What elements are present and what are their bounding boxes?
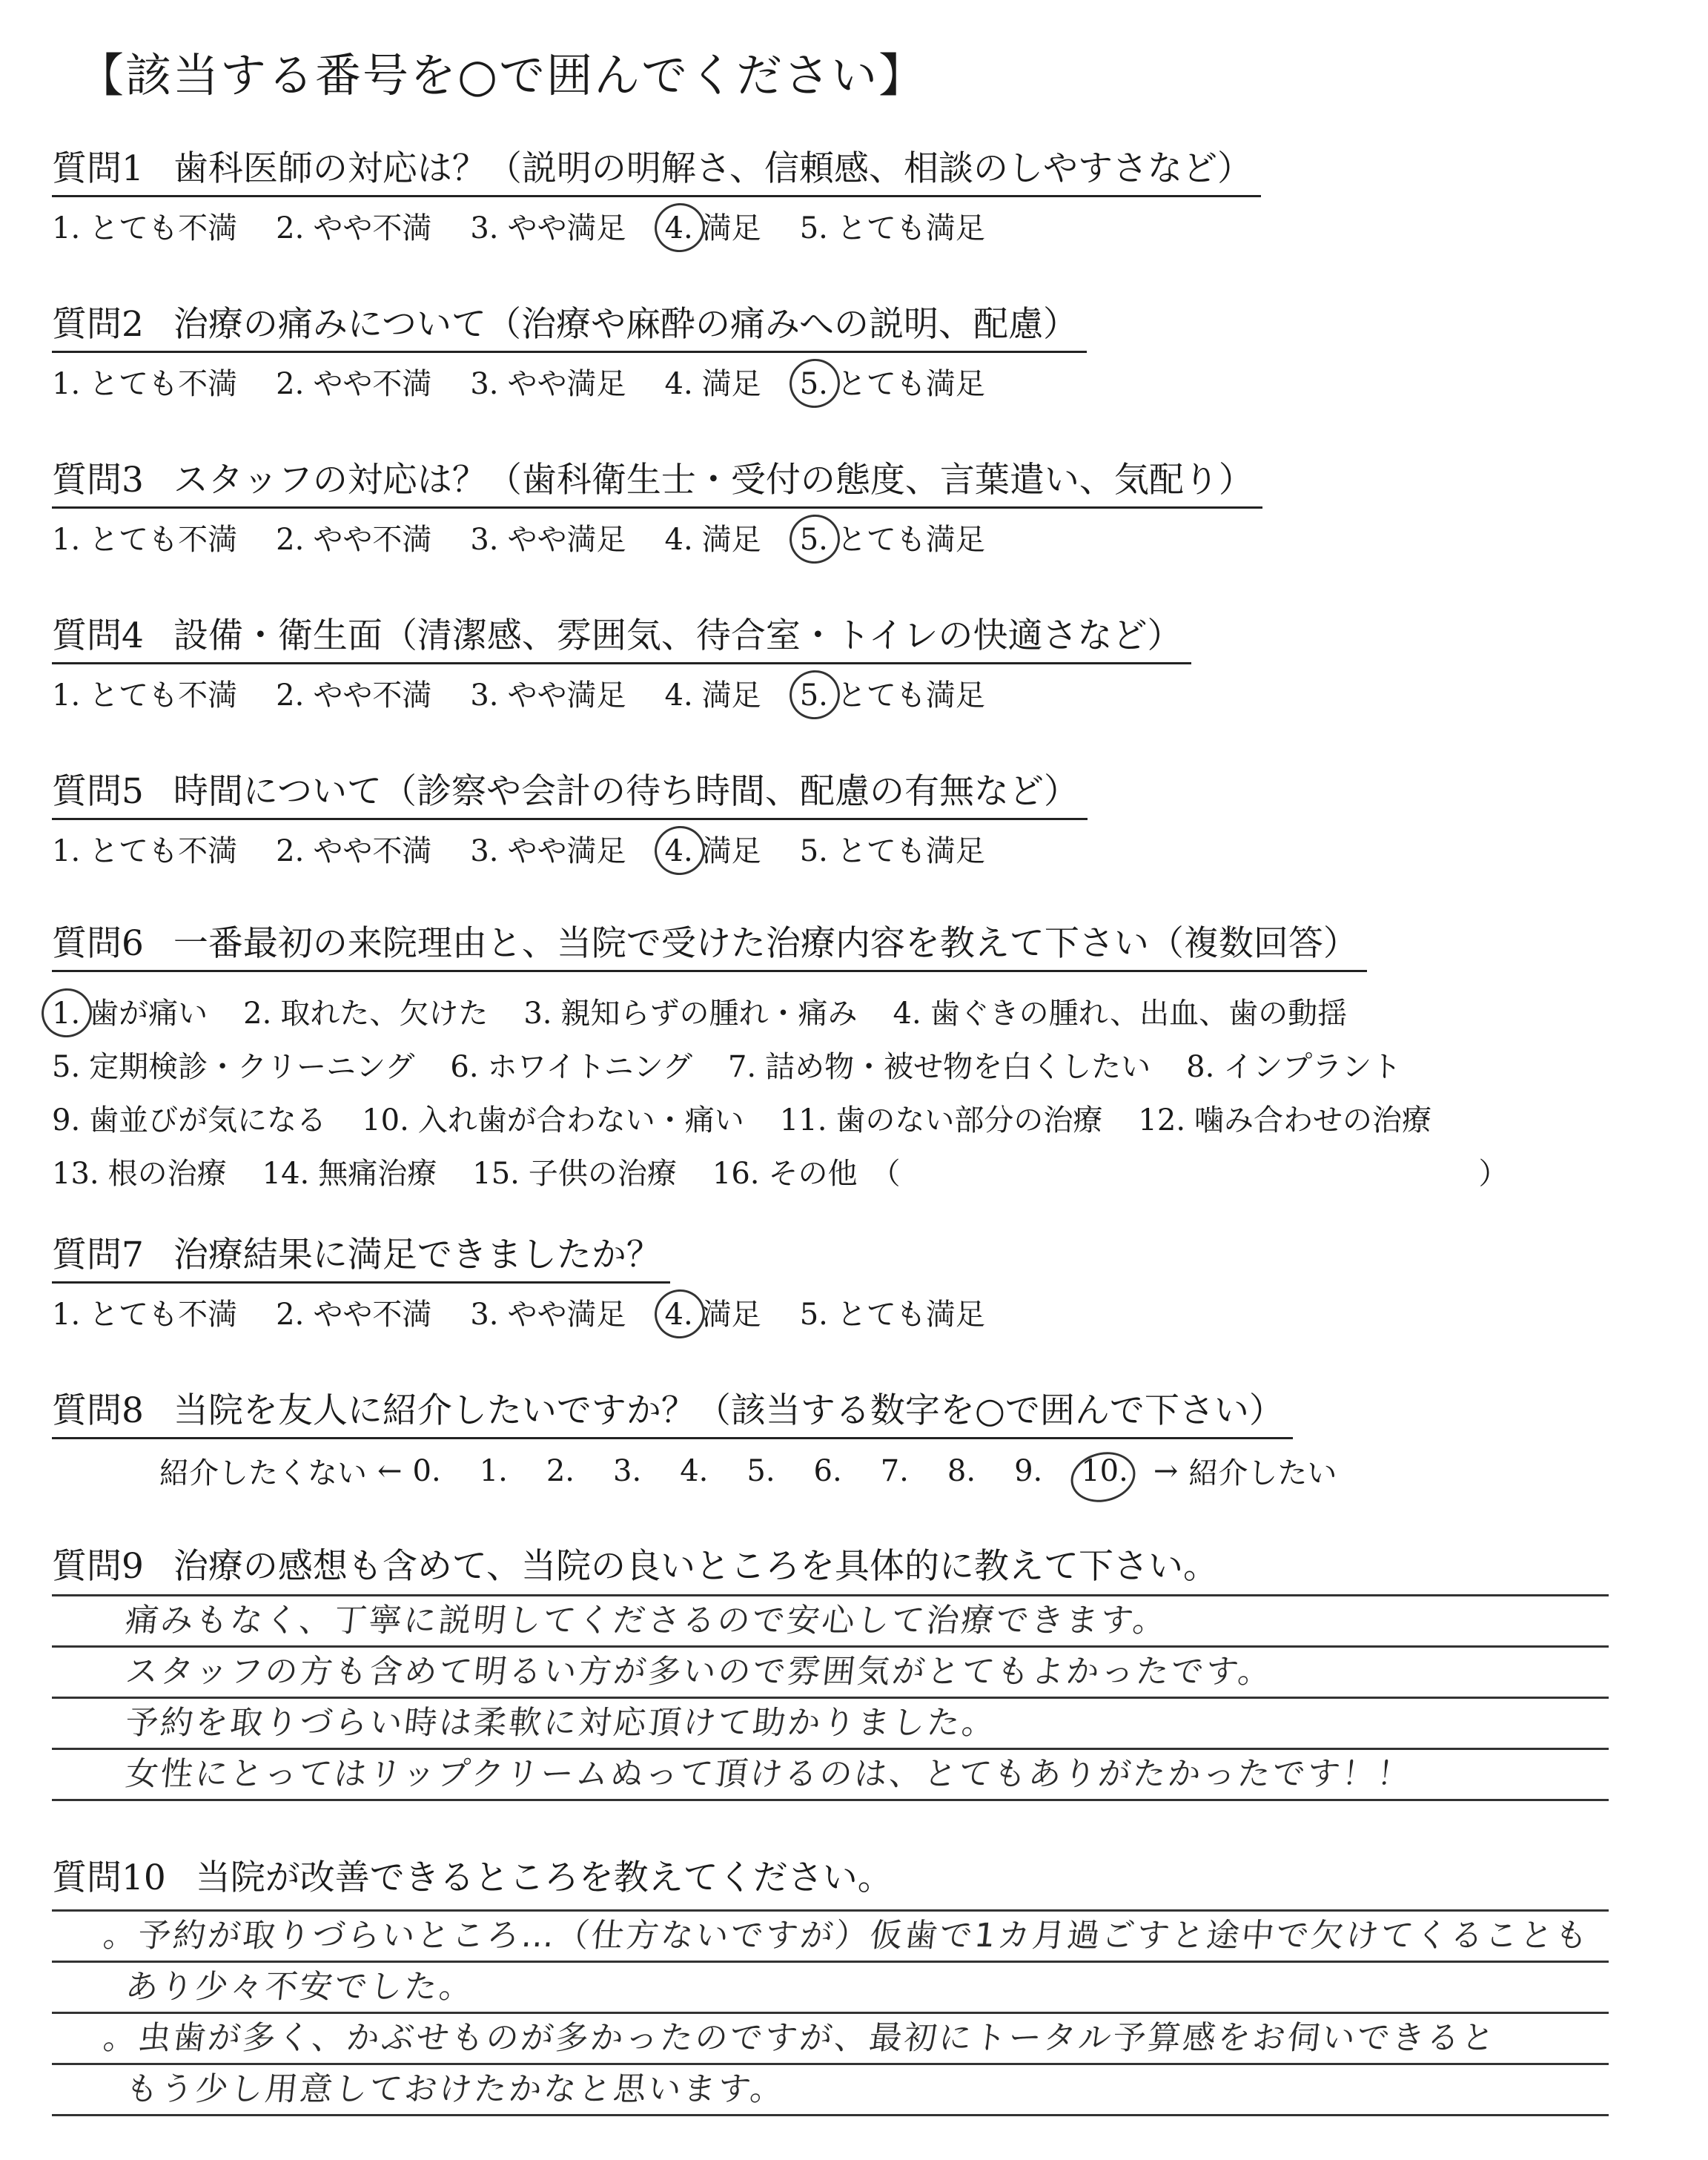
answer-options: [52, 360, 1653, 403]
option-1[interactable]: 1. とても不満: [52, 367, 238, 401]
question-heading: [52, 297, 1087, 353]
scale-10[interactable]: 10.: [1081, 1454, 1128, 1488]
selection-circle: [784, 665, 845, 724]
option-3[interactable]: 3. やや満足: [470, 834, 626, 868]
option-2[interactable]: 2. やや不満: [276, 367, 432, 401]
option-1[interactable]: 1. 歯が痛い: [52, 990, 208, 1032]
option-5[interactable]: 5. とても満足: [800, 516, 985, 558]
question-4: [52, 608, 1653, 714]
question-heading: [52, 141, 1261, 197]
handwritten-answer: スタッフの方も含めて明るい方が多いので雰囲気がとてもよかったです。: [123, 1653, 1275, 1691]
selection-circle: [36, 982, 97, 1042]
option-3[interactable]: 3. やや満足: [470, 211, 626, 245]
question-text: 歯科医師の対応は？（説明の明解さ、信頼感、相談のしやすさなど）: [173, 148, 1253, 189]
question-number: 質問10: [52, 1857, 166, 1898]
question-text: 一番最初の来院理由と、当院で受けた治療内容を教えて下さい（複数回答）: [173, 923, 1358, 964]
option-14[interactable]: 14. 無痛治療: [262, 1156, 437, 1191]
other-paren-close: ）: [1478, 1156, 1509, 1191]
option-1[interactable]: 1. とても不満: [52, 523, 238, 557]
option-row: [52, 984, 1653, 1037]
answer-options: [52, 516, 1653, 558]
question-8: [52, 1383, 1653, 1492]
question-number: 質問8: [52, 1390, 144, 1431]
option-4[interactable]: 4. 歯ぐきの腫れ、出血、歯の動揺: [893, 996, 1348, 1031]
option-5[interactable]: 5. 定期検診・クリーニング: [52, 1049, 415, 1084]
option-1[interactable]: 1. とても不満: [52, 211, 238, 245]
question-heading: [52, 916, 1367, 972]
question-text: 当院を友人に紹介したいですか？（該当する数字を○で囲んで下さい）: [173, 1390, 1284, 1431]
question-number: 質問1: [52, 148, 144, 189]
arrow-right-icon: →: [1153, 1453, 1179, 1488]
option-4[interactable]: 4. 満足: [665, 828, 761, 870]
scale-low-label: 紹介したくない: [159, 1456, 367, 1490]
option-4[interactable]: 4. 満足: [664, 678, 761, 713]
selection-circle: [649, 821, 710, 880]
handwritten-answer: 。予約が取りづらいところ…（仕方ないですが）仮歯で1カ月過ごすと途中で欠けてくることも: [101, 1917, 1592, 1955]
question-text: 当院が改善できるところを教えてください。: [195, 1857, 893, 1898]
option-5[interactable]: 5. とても満足: [800, 672, 985, 714]
option-3[interactable]: 3. やや満足: [470, 523, 626, 557]
option-4[interactable]: 4. 満足: [665, 205, 761, 247]
answer-lines-q9: [52, 1594, 1609, 1801]
option-3[interactable]: 3. やや満足: [470, 678, 626, 713]
answer-line[interactable]: [52, 1963, 1609, 2014]
question-number: 質問9: [52, 1546, 144, 1587]
option-1[interactable]: 1. とても不満: [52, 678, 238, 713]
handwritten-answer: 痛みもなく、丁寧に説明してくださるので安心して治療できます。: [123, 1602, 1170, 1639]
answer-lines-q10: [52, 1909, 1609, 2116]
question-heading: [52, 452, 1262, 509]
option-5[interactable]: 5. とても満足: [799, 834, 985, 868]
question-number: 質問5: [52, 771, 144, 812]
option-2[interactable]: 2. 取れた、欠けた: [243, 996, 489, 1031]
recommend-scale: [159, 1450, 1653, 1492]
question-text: 治療の痛みについて（治療や麻酔の痛みへの説明、配慮）: [173, 304, 1079, 345]
question-7: [52, 1227, 1653, 1333]
question-heading: [52, 608, 1191, 664]
answer-line[interactable]: [52, 1648, 1609, 1699]
option-9[interactable]: 9. 歯並びが気になる: [52, 1103, 327, 1137]
scale-high-label: 紹介したい: [1188, 1456, 1337, 1490]
option-12[interactable]: 12. 噛み合わせの治療: [1138, 1103, 1432, 1137]
option-2[interactable]: 2. やや不満: [276, 211, 432, 245]
handwritten-answer: 。虫歯が多く、かぶせものが多かったのですが、最初にトータル予算感をお伺いできると: [101, 2019, 1499, 2057]
option-15[interactable]: 15. 子供の治療: [472, 1156, 677, 1191]
scale-9[interactable]: 9.: [1014, 1453, 1043, 1488]
scale-0[interactable]: 0.: [412, 1453, 441, 1488]
selection-circle: [784, 354, 845, 413]
option-2[interactable]: 2. やや不満: [276, 678, 432, 713]
question-2: [52, 297, 1653, 403]
handwritten-answer: もう少し用意しておけたかなと思います。: [123, 2070, 787, 2108]
option-4[interactable]: 4. 満足: [664, 523, 761, 557]
answer-line[interactable]: [52, 2065, 1609, 2116]
option-3[interactable]: 3. やや満足: [470, 367, 626, 401]
question-heading: [52, 1383, 1293, 1439]
question-heading: [52, 764, 1088, 820]
option-1[interactable]: 1. とても不満: [52, 834, 238, 868]
question-heading: [52, 1539, 1227, 1593]
selection-circle: [649, 198, 710, 257]
question-9: [52, 1539, 1653, 1593]
option-4[interactable]: 4. 満足: [664, 367, 761, 401]
scale-7[interactable]: 7.: [880, 1453, 909, 1488]
answer-line[interactable]: [52, 1699, 1609, 1750]
question-number: 質問3: [52, 460, 144, 501]
selection-circle: [1066, 1445, 1141, 1508]
other-paren-open: （: [870, 1156, 901, 1191]
page-title: 【該当する番号を○で囲んでください】: [78, 48, 927, 102]
answer-options: [52, 205, 1653, 247]
scale-6[interactable]: 6.: [813, 1453, 842, 1488]
handwritten-answer: あり少々不安でした。: [123, 1968, 477, 2006]
answer-options: [52, 828, 1653, 870]
selection-circle: [649, 1284, 710, 1344]
question-heading: [52, 1850, 901, 1904]
question-number: 質問2: [52, 304, 144, 345]
option-13[interactable]: 13. 根の治療: [52, 1156, 227, 1191]
option-row: [52, 1091, 1653, 1144]
scale-3[interactable]: 3.: [613, 1453, 642, 1488]
option-row: [52, 1144, 1653, 1198]
question-number: 質問6: [52, 923, 144, 964]
answer-line[interactable]: [52, 1909, 1609, 1963]
answer-options: [52, 1291, 1653, 1333]
answer-line[interactable]: [52, 2014, 1609, 2065]
option-16[interactable]: 16. その他 （ ）: [712, 1156, 1509, 1191]
scale-5[interactable]: 5.: [747, 1453, 775, 1488]
option-5[interactable]: 5. とても満足: [800, 360, 985, 403]
option-10[interactable]: 10. 入れ歯が合わない・痛い: [362, 1103, 744, 1137]
arrow-left-icon: ←: [377, 1453, 403, 1488]
question-text: 時間について（診察や会計の待ち時間、配慮の有無など）: [173, 771, 1079, 812]
question-text: 治療の感想も含めて、当院の良いところを具体的に教えて下さい。: [173, 1546, 1218, 1587]
multi-choice-list: [52, 984, 1653, 1198]
option-5[interactable]: 5. とても満足: [799, 1298, 985, 1332]
option-2[interactable]: 2. やや不満: [276, 523, 432, 557]
answer-options: [52, 672, 1653, 714]
option-row: [52, 1037, 1653, 1091]
option-2[interactable]: 2. やや不満: [276, 1298, 432, 1332]
question-number: 質問4: [52, 615, 144, 656]
question-text: 治療結果に満足できましたか？: [173, 1235, 661, 1275]
handwritten-answer: 予約を取りづらい時は柔軟に対応頂けて助かりました。: [123, 1704, 999, 1742]
option-7[interactable]: 7. 詰め物・被せ物を白くしたい: [727, 1049, 1151, 1084]
question-10: [52, 1850, 1653, 1904]
option-8[interactable]: 8. インプラント: [1186, 1049, 1402, 1084]
option-6[interactable]: 6. ホワイトニング: [450, 1049, 692, 1084]
option-11[interactable]: 11. 歯のない部分の治療: [779, 1103, 1103, 1137]
option-1[interactable]: 1. とても不満: [52, 1298, 238, 1332]
option-3[interactable]: 3. 親知らずの腫れ・痛み: [523, 996, 858, 1031]
scale-2[interactable]: 2.: [546, 1453, 575, 1488]
question-6: [52, 916, 1653, 1198]
question-number: 質問7: [52, 1235, 144, 1275]
question-5: [52, 764, 1653, 870]
option-4[interactable]: 4. 満足: [665, 1291, 761, 1333]
scale-8[interactable]: 8.: [947, 1453, 976, 1488]
option-5[interactable]: 5. とても満足: [799, 211, 985, 245]
question-text: スタッフの対応は？（歯科衛生士・受付の態度、言葉遣い、気配り）: [173, 460, 1254, 501]
question-heading: [52, 1227, 670, 1284]
question-text: 設備・衛生面（清潔感、雰囲気、待合室・トイレの快適さなど）: [173, 615, 1182, 656]
handwritten-answer: 女性にとってはリップクリームぬって頂けるのは、とてもありがたかったです！！: [123, 1755, 1414, 1793]
answer-line[interactable]: [52, 1750, 1609, 1801]
question-1: [52, 141, 1653, 247]
selection-circle: [784, 509, 845, 569]
option-3[interactable]: 3. やや満足: [470, 1298, 626, 1332]
scale-1[interactable]: 1.: [479, 1453, 508, 1488]
question-3: [52, 452, 1653, 558]
option-2[interactable]: 2. やや不満: [276, 834, 432, 868]
answer-line[interactable]: [52, 1594, 1609, 1648]
scale-4[interactable]: 4.: [680, 1453, 709, 1488]
